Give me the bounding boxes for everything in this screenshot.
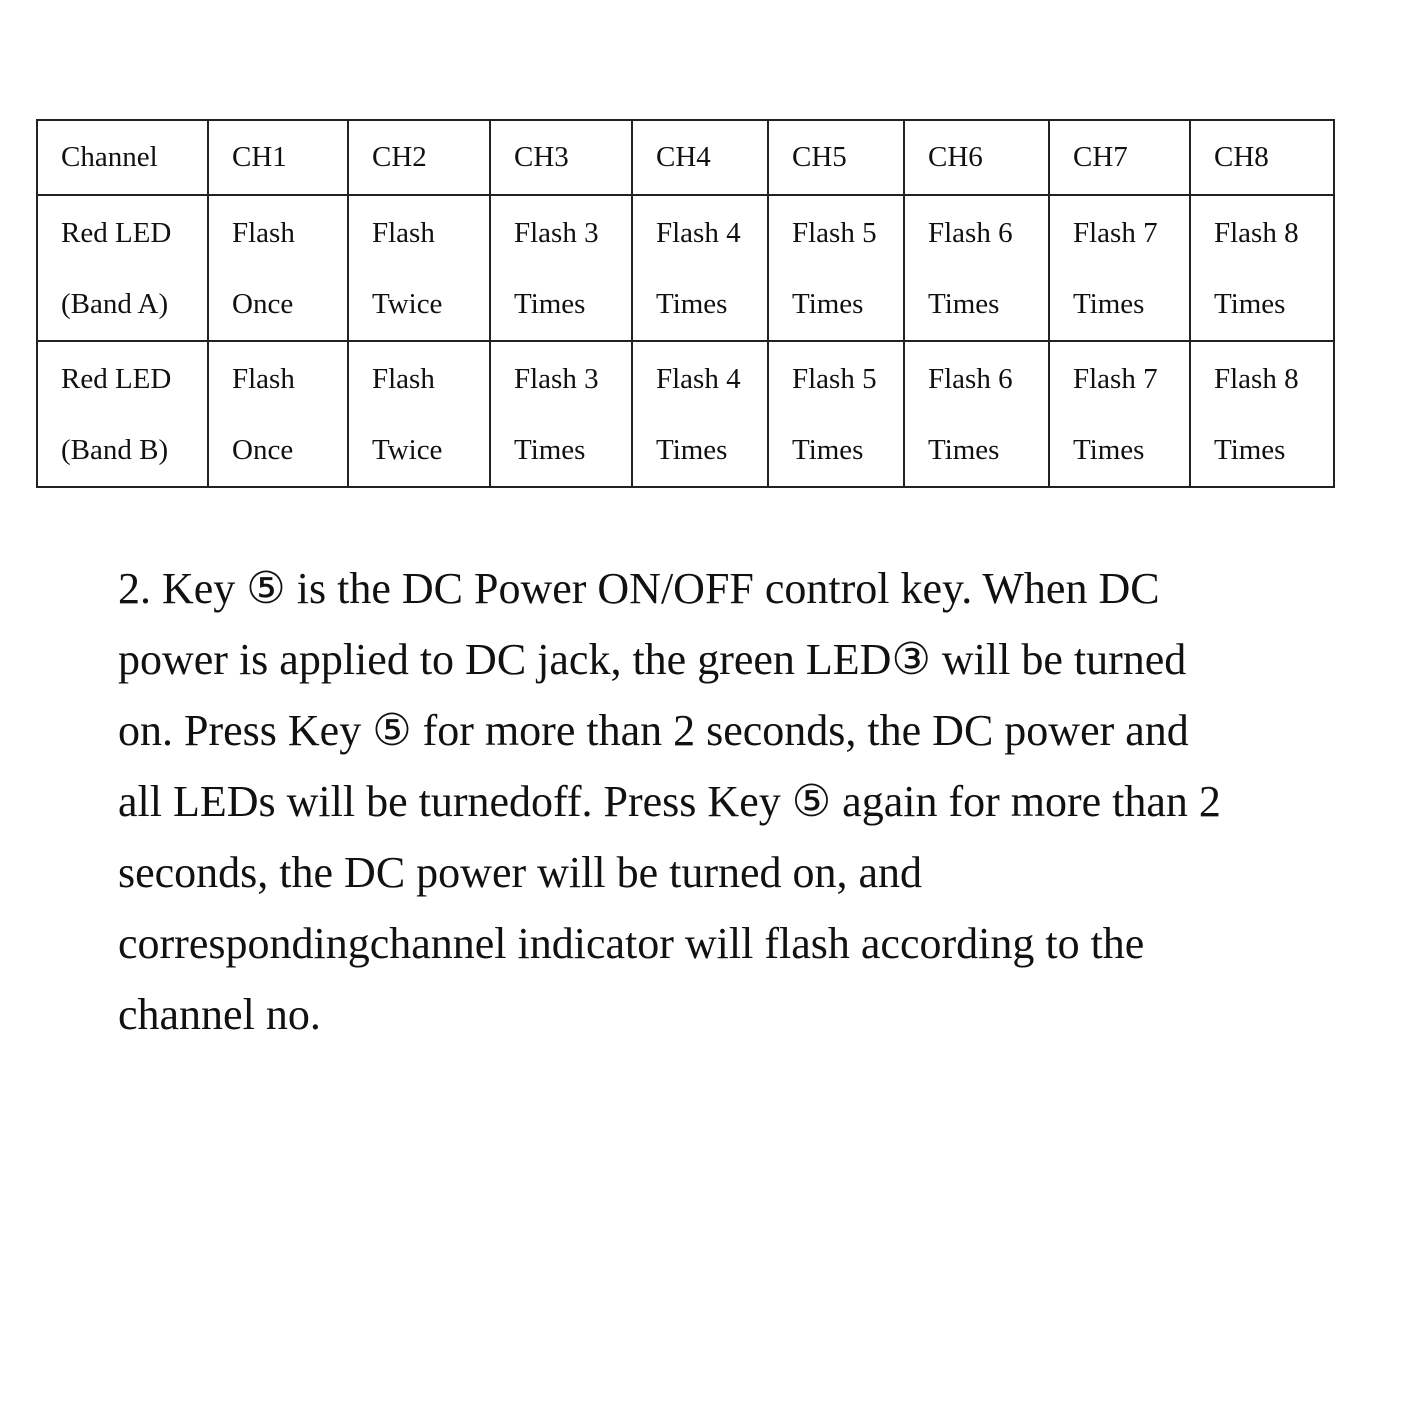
table-cell	[1049, 195, 1190, 341]
cell-line: Flash 5	[792, 217, 877, 249]
table-cell	[490, 341, 632, 487]
header-cell-ch3: CH3	[490, 120, 632, 195]
table-header-row	[37, 120, 1334, 195]
cell-line: Once	[232, 434, 294, 466]
cell-line: Flash	[372, 217, 435, 249]
table-cell	[1049, 341, 1190, 487]
paragraph-line: channel no.	[118, 990, 321, 1039]
cell-line: Flash 4	[656, 217, 741, 249]
table-cell	[208, 195, 348, 341]
table-cell	[348, 195, 490, 341]
cell-line: Flash 5	[792, 363, 877, 395]
cell-line: Times	[928, 288, 1000, 320]
channel-flash-table	[36, 119, 1335, 488]
cell-line: Times	[1214, 288, 1286, 320]
paragraph-line: all LEDs will be turnedoff. Press Key ⑤ again for more than 2	[118, 777, 1221, 826]
cell-line: Flash 4	[656, 363, 741, 395]
table-row-band-a	[37, 195, 1334, 341]
header-cell-ch8: CH8	[1190, 120, 1334, 195]
cell-line: Twice	[372, 288, 443, 320]
cell-line: Times	[1073, 288, 1145, 320]
header-cell-ch1: CH1	[208, 120, 348, 195]
header-cell-ch2: CH2	[348, 120, 490, 195]
paragraph-line: 2. Key ⑤ is the DC Power ON/OFF control key. When DC	[118, 564, 1160, 613]
header-cell-channel: Channel	[37, 120, 208, 195]
table-cell	[348, 341, 490, 487]
paragraph-line: on. Press Key ⑤ for more than 2 seconds, the DC power and	[118, 706, 1189, 755]
header-cell-ch7: CH7	[1049, 120, 1190, 195]
cell-line: Times	[928, 434, 1000, 466]
table-cell	[632, 195, 768, 341]
table-cell	[1190, 341, 1334, 487]
cell-line: Twice	[372, 434, 443, 466]
header-cell-ch5: CH5	[768, 120, 904, 195]
cell-line: Times	[792, 288, 864, 320]
paragraph-line: seconds, the DC power will be turned on, and	[118, 848, 923, 897]
cell-line: Red LED	[61, 217, 172, 249]
cell-line: Flash 6	[928, 363, 1013, 395]
table-cell	[208, 341, 348, 487]
cell-line: Flash	[232, 363, 295, 395]
table-cell	[1190, 195, 1334, 341]
table-cell	[904, 341, 1049, 487]
instruction-paragraph	[118, 553, 1348, 1050]
cell-line: Flash 3	[514, 363, 599, 395]
cell-line: Flash 8	[1214, 217, 1299, 249]
cell-line: Times	[792, 434, 864, 466]
cell-line: Flash	[372, 363, 435, 395]
table-cell	[490, 195, 632, 341]
table-cell	[632, 341, 768, 487]
table-cell	[768, 195, 904, 341]
table-cell	[768, 341, 904, 487]
cell-line: Times	[1214, 434, 1286, 466]
cell-line: (Band A)	[61, 288, 169, 320]
header-cell-ch4: CH4	[632, 120, 768, 195]
paragraph-line: power is applied to DC jack, the green LED③ will be turned	[118, 635, 1187, 684]
cell-line: Times	[656, 434, 728, 466]
cell-line: Flash 3	[514, 217, 599, 249]
cell-line: Flash 7	[1073, 363, 1158, 395]
table-cell	[37, 341, 208, 487]
paragraph-line: correspondingchannel indicator will flash according to the	[118, 919, 1145, 968]
table-row-band-b	[37, 341, 1334, 487]
table-cell	[904, 195, 1049, 341]
cell-line: Flash 6	[928, 217, 1013, 249]
table-cell	[37, 195, 208, 341]
cell-line: Flash	[232, 217, 295, 249]
cell-line: Times	[1073, 434, 1145, 466]
cell-line: Times	[656, 288, 728, 320]
cell-line: Times	[514, 434, 586, 466]
header-cell-ch6: CH6	[904, 120, 1049, 195]
cell-line: Flash 7	[1073, 217, 1158, 249]
cell-line: Flash 8	[1214, 363, 1299, 395]
cell-line: Once	[232, 288, 294, 320]
cell-line: (Band B)	[61, 434, 169, 466]
cell-line: Red LED	[61, 363, 172, 395]
cell-line: Times	[514, 288, 586, 320]
